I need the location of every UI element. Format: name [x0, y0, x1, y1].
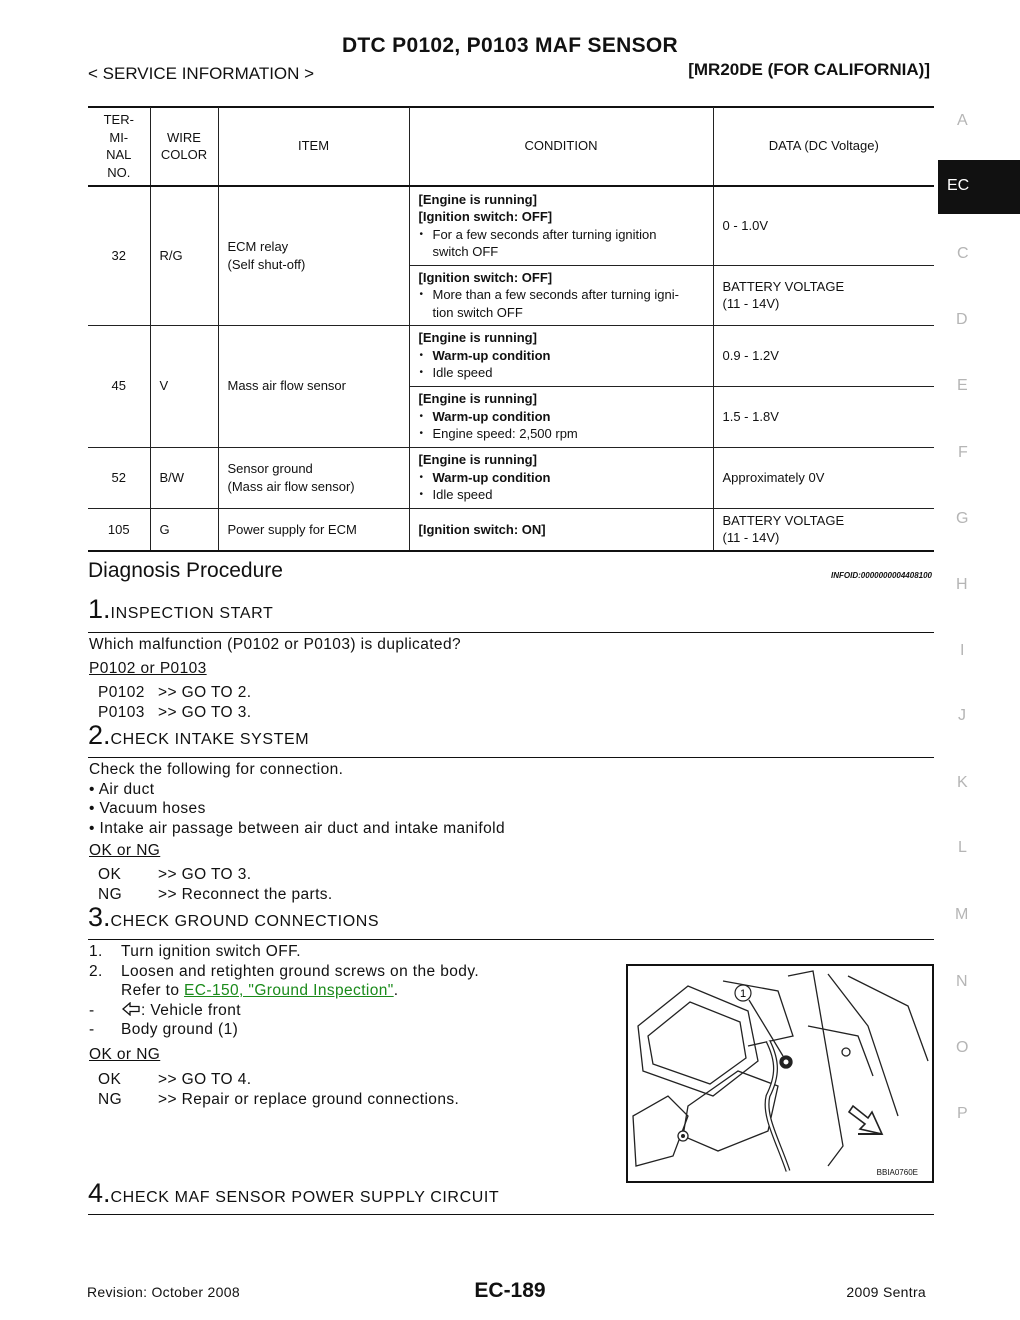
side-tab[interactable]: H: [956, 576, 968, 593]
step-3-results: [98, 1070, 459, 1109]
result-row: OK >> GO TO 3.: [98, 866, 252, 883]
ok-ng-label: OK or NG: [89, 1046, 161, 1063]
step-rule: [88, 1214, 934, 1215]
step-rule: [88, 939, 934, 940]
side-tab[interactable]: A: [957, 112, 968, 129]
engine-model-label: [MR20DE (FOR CALIFORNIA)]: [688, 60, 930, 79]
result-row: NG >> Repair or replace ground connections.: [98, 1090, 460, 1108]
item-cell: ECM relay (Self shut-off): [218, 186, 409, 325]
step-2-results: [98, 865, 333, 904]
step-2-instructions: Check the following for connection. • Air duct • Vacuum hoses • Intake air passage between air duct and intake manifold: [89, 761, 505, 837]
revision-date: Revision: October 2008: [87, 1284, 240, 1300]
result-row: P0103 >> GO TO 3.: [98, 703, 252, 721]
engine-bay-illustration: [628, 966, 932, 1181]
step-1-question: Which malfunction (P0102 or P0103) is duplicated?: [89, 636, 461, 653]
col-header-item: ITEM: [218, 107, 409, 186]
result-row: NG >> Reconnect the parts.: [98, 885, 333, 903]
terminal-number: 45: [88, 325, 150, 447]
side-tab[interactable]: I: [960, 642, 965, 659]
table-row: [88, 325, 934, 386]
table-row: [88, 447, 934, 508]
wire-color: G: [150, 508, 218, 551]
service-information-label: < SERVICE INFORMATION >: [88, 64, 315, 83]
condition-cell: [Engine is running] • Warm-up condition • Idle speed: [409, 325, 713, 386]
step-2-heading: 2.CHECK INTAKE SYSTEM: [88, 720, 310, 750]
side-tab[interactable]: C: [957, 245, 969, 262]
figure-id: BBIA0760E: [876, 1168, 918, 1177]
data-cell: 0.9 - 1.2V: [713, 325, 934, 386]
table-row: [88, 508, 934, 551]
callout-number: 1: [739, 988, 747, 1000]
side-tab-active[interactable]: EC: [938, 160, 1020, 214]
item-cell: Mass air flow sensor: [218, 325, 409, 447]
condition-cell: [Engine is running] • Warm-up condition • Engine speed: 2,500 rpm: [409, 386, 713, 447]
section-title: Diagnosis Procedure: [88, 559, 283, 582]
ok-ng-label: OK or NG: [89, 842, 161, 859]
terminal-number: 52: [88, 447, 150, 508]
col-header-terminal: TER- MI- NAL NO.: [88, 107, 150, 186]
condition-cell: [Ignition switch: OFF] • More than a few seconds after turning igni- tion switch OFF: [409, 265, 713, 325]
table-header-row: [88, 107, 934, 186]
step-3-heading: 3.CHECK GROUND CONNECTIONS: [88, 902, 380, 932]
result-row: OK >> GO TO 4.: [98, 1071, 252, 1088]
side-tab[interactable]: D: [956, 311, 968, 328]
side-tab[interactable]: E: [957, 377, 968, 394]
condition-cell: [Ignition switch: ON]: [409, 508, 713, 551]
step-4-heading: 4.CHECK MAF SENSOR POWER SUPPLY CIRCUIT: [88, 1178, 500, 1208]
col-header-data: DATA (DC Voltage): [713, 107, 934, 186]
condition-cell: [Engine is running] • Warm-up condition • Idle speed: [409, 447, 713, 508]
list-item: • Intake air passage between air duct and intake manifold: [89, 819, 505, 837]
item-cell: Sensor ground (Mass air flow sensor): [218, 447, 409, 508]
terminal-number: 105: [88, 508, 150, 551]
side-tab[interactable]: G: [956, 510, 969, 527]
list-item: • Air duct: [89, 780, 155, 798]
side-tab[interactable]: P: [957, 1105, 968, 1122]
step-1-results: [98, 683, 251, 722]
ground-inspection-link[interactable]: EC-150, "Ground Inspection": [184, 982, 394, 999]
data-cell: Approximately 0V: [713, 447, 934, 508]
vehicle-front-arrow-icon: [121, 1002, 141, 1016]
step-3-instructions: 1. Turn ignition switch OFF. 2. Loosen and retighten ground screws on the body. Refer to EC-150, "Ground Inspection". - : Vehicle front - Body ground (1): [89, 943, 480, 1038]
step-1-heading: 1.INSPECTION START: [88, 594, 274, 624]
step-rule: [88, 632, 934, 633]
legend-item: - : Vehicle front: [89, 1001, 241, 1019]
side-tab[interactable]: L: [958, 839, 967, 856]
side-tab[interactable]: K: [957, 774, 968, 791]
side-tab[interactable]: N: [956, 973, 968, 990]
wire-color: R/G: [150, 186, 218, 325]
item-cell: Power supply for ECM: [218, 508, 409, 551]
side-tab[interactable]: O: [956, 1039, 969, 1056]
wire-color: V: [150, 325, 218, 447]
side-tab[interactable]: F: [958, 444, 968, 461]
wire-color: B/W: [150, 447, 218, 508]
table-row: [88, 186, 934, 265]
page-number: EC-189: [474, 1279, 546, 1302]
legend-item: - Body ground (1): [89, 1021, 239, 1038]
data-cell: BATTERY VOLTAGE (11 - 14V): [713, 508, 934, 551]
step-rule: [88, 757, 934, 758]
condition-cell: [Engine is running] [Ignition switch: OFF] • For a few seconds after turning ignition switch OFF: [409, 186, 713, 265]
ground-location-figure: [626, 964, 934, 1183]
col-header-wire-color: WIRE COLOR: [150, 107, 218, 186]
data-cell: BATTERY VOLTAGE (11 - 14V): [713, 265, 934, 325]
list-item: • Vacuum hoses: [89, 800, 206, 817]
vehicle-model: 2009 Sentra: [846, 1284, 926, 1300]
data-cell: 0 - 1.0V: [713, 186, 934, 265]
terminal-number: 32: [88, 186, 150, 325]
data-cell: 1.5 - 1.8V: [713, 386, 934, 447]
side-tab[interactable]: M: [955, 906, 969, 923]
page-title: DTC P0102, P0103 MAF SENSOR: [341, 34, 679, 57]
terminal-data-table: [88, 107, 934, 552]
side-tab[interactable]: J: [958, 707, 966, 724]
step-1-options-label: P0102 or P0103: [89, 660, 207, 677]
list-item: 2. Loosen and retighten ground screws on the body.: [89, 962, 480, 980]
col-header-condition: CONDITION: [409, 107, 713, 186]
info-id: INFOID:0000000004408100: [831, 571, 932, 580]
result-row: P0102 >> GO TO 2.: [98, 684, 252, 701]
list-item: 1. Turn ignition switch OFF.: [89, 943, 301, 960]
